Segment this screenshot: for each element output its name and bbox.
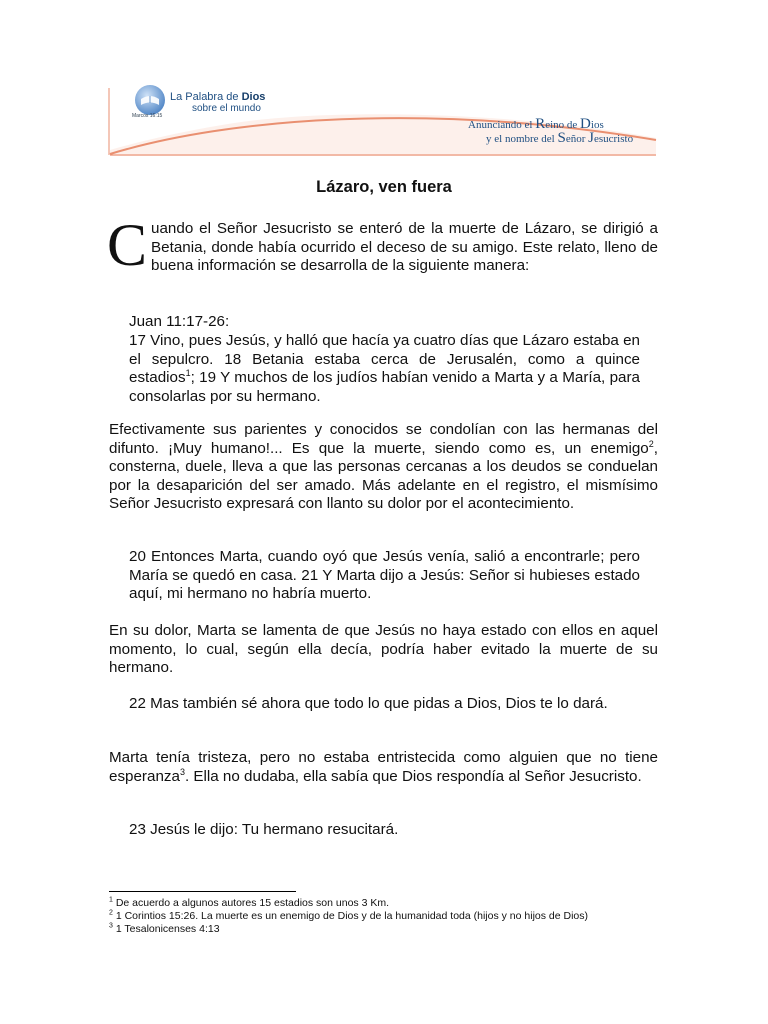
- page-title: Lázaro, ven fuera: [316, 178, 452, 196]
- footnote-divider: [109, 891, 296, 892]
- footnote-ref-2: 2: [648, 438, 654, 449]
- footnote-3: $^3$ 1 Tesalonicenses 4:13: [109, 922, 220, 935]
- quote-reference: Juan 11:17-26:: [129, 313, 230, 330]
- logo-title: La Palabra de Dios: [170, 91, 266, 103]
- paragraph-4: Marta tenía tristeza, pero no estaba entristecida como alguien que no tiene esperanza$^3$. Ella no dudaba, ella sabía que Dios respondía al Señor Jesucristo.: [109, 749, 658, 785]
- paragraph-3: En su dolor, Marta se lamenta de que Jesús no haya estado con ellos en aquel momento, lo cual, según ella decía, podría haber evitado la muerte de su hermano.: [109, 622, 658, 677]
- drop-cap: C: [107, 212, 148, 278]
- quote-block-3: 22 Mas también sé ahora que todo lo que pidas a Dios, Dios te lo dará.: [129, 695, 608, 712]
- tagline-line-2: y el nombre del Señor Jesucristo: [486, 130, 634, 146]
- quote-block-4: 23 Jesús le dijo: Tu hermano resucitará.: [129, 821, 399, 838]
- header-banner: [108, 84, 658, 156]
- logo-subtitle: sobre el mundo: [192, 103, 261, 114]
- quote-block-1: 17 Vino, pues Jesús, y halló que hacía ya cuatro días que Lázaro estaba en el sepulcro. 18 Betania estaba cerca de Jerusalén, como a quince estadios$^1$; 19 Y muchos de los judíos habían venido a Marta y a María, para consolarlas por su hermano.: [129, 332, 640, 405]
- quote-block-2: 20 Entonces Marta, cuando oyó que Jesús venía, salió a encontrarle; pero María se quedó en casa. 21 Y Marta dijo a Jesús: Señor si hubieses estado aquí, mi hermano no habría muerto.: [129, 548, 640, 603]
- logo-verse: Marcos 16:15: [132, 113, 163, 119]
- intro-paragraph: Cuando el Señor Jesucristo se enteró de la muerte de Lázaro, se dirigió a Betania, donde había ocurrido el deceso de su amigo. Este relato, lleno de buena información se desarrolla de la siguiente manera:: [107, 212, 658, 278]
- footnote-ref-1: 1: [185, 368, 191, 379]
- tagline-line-1: Anunciando el Reino de Dios: [468, 116, 604, 132]
- footnote-ref-3: 3: [179, 766, 185, 777]
- paragraph-2: Efectivamente sus parientes y conocidos se condolían con las hermanas del difunto. ¡Muy humano!... Es que la muerte, siendo como es, un enemigo$^2$, consterna, duele, lleva a que las personas cercanas a los deudos se conduelan por la desaparición del ser amado. Más adelante en el registro, el mismísimo Señor Jesucristo expresará con llanto su dolor por el acontecimiento.: [109, 421, 658, 513]
- footnote-2: $^2$ 1 Corintios 15:26. La muerte es un enemigo de Dios y de la humanidad toda (hijos y no hijos de Dios): [109, 909, 589, 922]
- footnote-1: $^1$ De acuerdo a algunos autores 15 estadios son unos 3 Km.: [109, 896, 389, 909]
